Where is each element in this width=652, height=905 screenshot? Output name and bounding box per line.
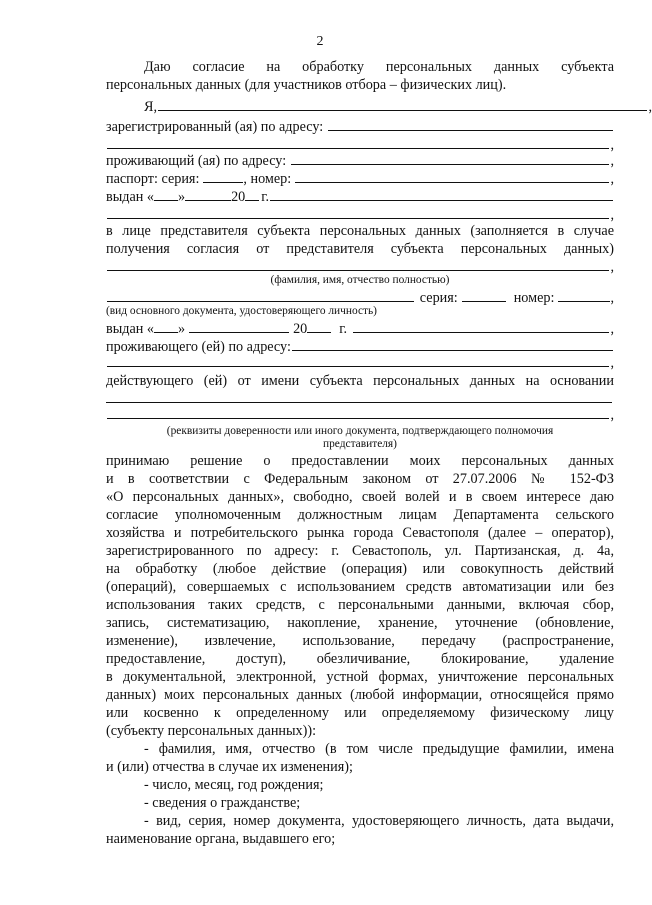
rep-issued-month-input-line[interactable]	[189, 318, 289, 333]
consent-body-paragraph	[106, 452, 614, 740]
body-line: предоставление, доступ), обезличивание, блокирование, удаление	[106, 651, 614, 667]
living-address-row: проживающий (ая) по адресу: ,	[106, 150, 614, 170]
representative-series-input-line[interactable]	[462, 287, 506, 302]
page-number: 2	[316, 34, 324, 49]
body-line: «О персональных данных», свободно, своей волей и в своем интересе даю	[106, 489, 614, 505]
representative-doc-row: серия: номер: ,	[106, 287, 614, 307]
rep-living-input-line[interactable]	[292, 336, 613, 351]
issued-by-input-line[interactable]	[270, 186, 613, 201]
representative-living-row: проживающего (ей) по адресу:	[106, 336, 614, 356]
rep-issued-by-input-line[interactable]	[353, 318, 609, 333]
representative-doc-input-line[interactable]	[107, 287, 414, 302]
acting-line: действующего (ей) от имени субъекта персональных данных на основании	[106, 373, 614, 389]
rep-issued-day-input-line[interactable]	[154, 318, 178, 333]
representative-line-1: в лице представителя субъекта персональных данных (заполняется в случае	[106, 223, 614, 239]
name-input-line[interactable]	[158, 96, 647, 111]
basis-input-line-2[interactable]	[107, 404, 609, 419]
registered-address-input-line[interactable]	[328, 116, 613, 131]
body-line: зарегистрированного по адресу: г. Севастополь, ул. Партизанская, д. 4а,	[106, 543, 614, 559]
fio-caption: (фамилия, имя, отчество полностью)	[270, 274, 450, 286]
list-item-continuation: и (или) отчества в случае их изменения);	[106, 759, 353, 775]
issued-month-input-line[interactable]	[185, 186, 231, 201]
representative-living-row-2: ,	[106, 352, 614, 372]
passport-issued-row-2: ,	[106, 204, 614, 224]
requisites-caption-1: (реквизиты доверенности или иного документа, подтверждающего полномочия	[166, 425, 554, 437]
body-line: запись, систематизацию, накопление, хранение, уточнение (обновление,	[106, 615, 614, 631]
list-item: - вид, серия, номер документа, удостоверяющего личность, дата выдачи,	[144, 813, 614, 829]
issued-year-input-line[interactable]	[245, 186, 259, 201]
list-item-continuation: наименование органа, выдавшего его;	[106, 831, 336, 847]
body-line: данных) моих персональных данных (любой информации, относящейся прямо	[106, 687, 614, 703]
representative-issued-row: выдан « » 20 г. ,	[106, 318, 614, 338]
list-item: - сведения о гражданстве;	[144, 795, 301, 811]
body-line: и в соответствии с Федеральным законом от 27.07.2006 № 152-ФЗ	[106, 471, 614, 487]
body-line: использования таких средств, с персональными данными, включая сбор,	[106, 597, 614, 613]
passport-issued-row: выдан « » 20 г.	[106, 186, 614, 206]
representative-fio-input-line[interactable]	[107, 256, 609, 271]
data-list	[106, 740, 614, 848]
body-line: согласие уполномоченным должностным лицам Департамента сельского	[106, 507, 614, 523]
registered-address-input-line-2[interactable]	[107, 134, 609, 149]
body-line: хозяйства и потребительского рынка города Севастополя (далее – оператор),	[106, 525, 614, 541]
passport-number-input-line[interactable]	[295, 168, 609, 183]
body-line: изменение), извлечение, использование, передачу (распространение,	[106, 633, 614, 649]
requisites-caption-2: представителя)	[323, 438, 397, 450]
body-line: принимаю решение о предоставлении моих персональных данных	[106, 453, 614, 469]
basis-input-line[interactable]	[106, 402, 612, 403]
list-item: - фамилия, имя, отчество (в том числе предыдущие фамилии, имена	[144, 741, 614, 757]
list-item: - число, месяц, год рождения;	[144, 777, 324, 793]
registered-address-row-2: ,	[106, 134, 614, 154]
issued-day-input-line[interactable]	[154, 186, 178, 201]
name-field-row: Я, ,	[106, 96, 652, 116]
basis-row-2: ,	[106, 404, 614, 424]
passport-series-input-line[interactable]	[203, 168, 243, 183]
representative-line-2: получения согласия от представителя субъекта персональных данных)	[106, 241, 614, 257]
body-line: в документальной, электронной, устной формах, уничтожение персональных	[106, 669, 614, 685]
representative-fio-row: ,	[106, 256, 614, 276]
rep-issued-year-input-line[interactable]	[307, 318, 331, 333]
body-line: (субъекту персональных данных)):	[106, 723, 317, 739]
body-line: на обработку (любое действие (операция) или совокупность действий	[106, 561, 614, 577]
body-line: или косвенно к определенному или определяемому физическому лицу	[106, 705, 614, 721]
heading-line-1: Даю согласие на обработку персональных данных субъекта	[144, 59, 614, 75]
registered-address-row: зарегистрированный (ая) по адресу:	[106, 116, 614, 136]
doc-caption: (вид основного документа, удостоверяющего личность)	[106, 305, 377, 317]
living-address-input-line[interactable]	[291, 150, 609, 165]
passport-row: паспорт: серия: , номер: ,	[106, 168, 614, 188]
heading-line-2: персональных данных (для участников отбора – физических лиц).	[106, 77, 507, 93]
issued-by-input-line-2[interactable]	[107, 204, 609, 219]
body-line: (операций), совершаемых с использованием средств автоматизации или без	[106, 579, 614, 595]
representative-number-input-line[interactable]	[558, 287, 610, 302]
rep-living-input-line-2[interactable]	[107, 352, 609, 367]
